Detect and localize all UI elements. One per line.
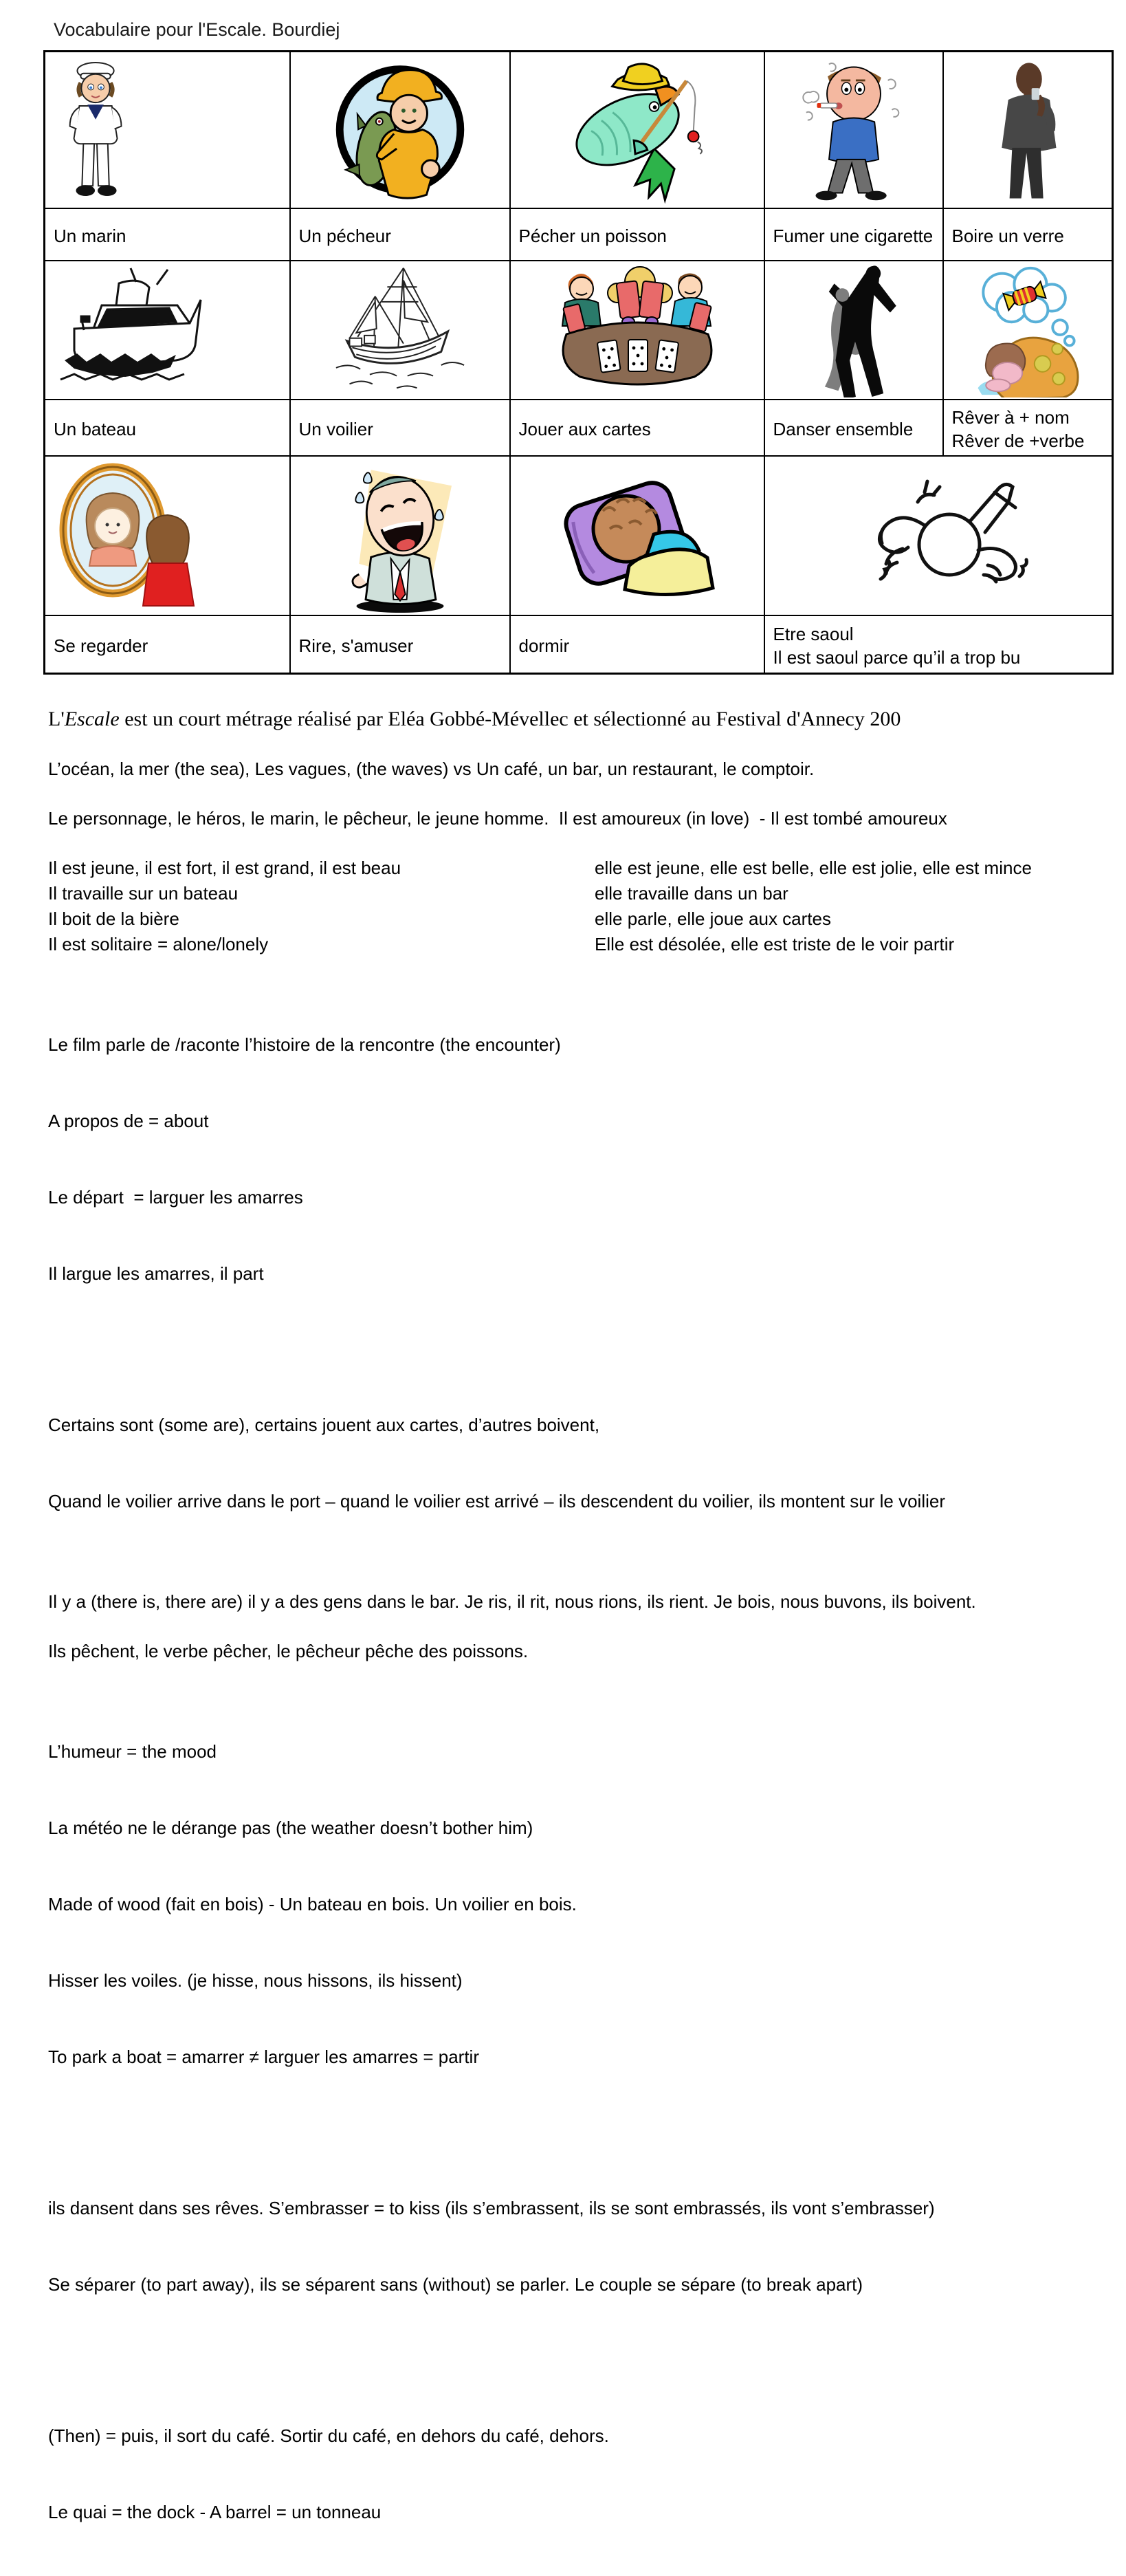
notes-section bbox=[48, 706, 1057, 2576]
tango-dancers-icon bbox=[802, 263, 905, 397]
cell-fumer-une-cigarette-image bbox=[764, 52, 943, 209]
fisherman-icon bbox=[329, 54, 472, 206]
intro-prefix: L' bbox=[48, 707, 65, 730]
cell-rever-image bbox=[943, 261, 1113, 400]
compare-right-line: Elle est désolée, elle est triste de le voir partir bbox=[595, 933, 955, 954]
paragraph-humeur-line: Made of wood (fait en bois) - Un bateau en bois. Un voilier en bois. bbox=[48, 1893, 577, 1914]
caption-pecher-un-poisson: Pécher un poisson bbox=[510, 208, 764, 261]
paragraph-then-line: Le quai = the dock - A barrel = un tonneau bbox=[48, 2501, 382, 2522]
paragraph-certains-line: Certains sont (some are), certains jouent aux cartes, d’autres boivent, bbox=[48, 1414, 600, 1435]
dreaming-of-candy-icon bbox=[967, 263, 1088, 397]
caption-un-marin: Un marin bbox=[45, 208, 290, 261]
sailor-icon bbox=[54, 56, 142, 204]
table-caption-row bbox=[45, 615, 1113, 673]
caption-rever-line2: Rêver de +verbe bbox=[951, 430, 1085, 451]
paragraph-then-line: (Then) = puis, il sort du café. Sortir du café, en dehors du café, dehors. bbox=[48, 2425, 609, 2446]
table-row bbox=[45, 261, 1113, 400]
paragraph-ilya: Il y a (there is, there are) il y a des gens dans le bar. Je ris, il rit, nous rions, ils rient. Je bois, nous buvons, ils boivent. bbox=[48, 1591, 976, 1612]
cell-boire-un-verre-image bbox=[943, 52, 1113, 209]
paragraph-pechent: Ils pêchent, le verbe pêcher, le pêcheur pêche des poissons. bbox=[48, 1640, 529, 1661]
caption-rever bbox=[943, 400, 1113, 456]
paragraph-ocean: L’océan, la mer (the sea), Les vagues, (the waves) vs Un café, un bar, un restaurant, le comptoir. bbox=[48, 758, 815, 779]
cell-un-voilier-image bbox=[290, 261, 510, 400]
motorboat-icon bbox=[54, 264, 225, 396]
drinking-man-icon bbox=[982, 55, 1073, 205]
paragraph-film-line: A propos de = about bbox=[48, 1110, 209, 1131]
fish-with-rod-icon bbox=[553, 54, 722, 206]
compare-left-line: Il est solitaire = alone/lonely bbox=[48, 933, 269, 954]
cell-danser-ensemble-image bbox=[764, 261, 943, 400]
cell-un-pecheur-image bbox=[290, 52, 510, 209]
caption-etre-saoul bbox=[764, 615, 1113, 673]
children-playing-cards-icon bbox=[546, 263, 729, 397]
cell-pecher-un-poisson-image bbox=[510, 52, 764, 209]
paragraph-dansent bbox=[48, 2145, 1057, 2348]
caption-rever-line1: Rêver à + nom bbox=[951, 407, 1070, 428]
caption-un-pecheur: Un pécheur bbox=[290, 208, 510, 261]
caption-un-voilier: Un voilier bbox=[290, 400, 510, 456]
compare-left-line: Il boit de la bière bbox=[48, 908, 179, 929]
paragraph-film bbox=[48, 981, 1057, 1338]
paragraph-certains-line: Quand le voilier arrive dans le port – quand le voilier est arrivé – ils descendent du voilier, ils montent sur le voilier bbox=[48, 1490, 945, 1511]
paragraph-humeur-line: L’humeur = the mood bbox=[48, 1740, 217, 1762]
paragraph-film-line: Il largue les amarres, il part bbox=[48, 1263, 264, 1284]
caption-dormir: dormir bbox=[510, 615, 764, 673]
caption-etre-saoul-line1: Etre saoul bbox=[773, 623, 854, 644]
compare-left-line: Il est jeune, il est fort, il est grand, il est beau bbox=[48, 857, 401, 878]
caption-se-regarder: Se regarder bbox=[45, 615, 290, 673]
comparison-columns bbox=[48, 855, 1057, 957]
caption-rire-samuser: Rire, s'amuser bbox=[290, 615, 510, 673]
paragraph-then bbox=[48, 2372, 1057, 2576]
page-title: Vocabulaire pour l'Escale. Bourdiej bbox=[54, 19, 340, 40]
compare-left-line: Il travaille sur un bateau bbox=[48, 882, 239, 904]
caption-etre-saoul-line2: Il est saoul parce qu’il a trop bu bbox=[773, 646, 1021, 668]
paragraph-film-line: Le départ = larguer les amarres bbox=[48, 1186, 303, 1208]
paragraph-humeur-line: La météo ne le dérange pas (the weather doesn’t bother him) bbox=[48, 1817, 533, 1838]
table-row bbox=[45, 52, 1113, 209]
intro-rest: est un court métrage réalisé par Eléa Gobbé-Mévellec et sélectionné au Festival d'Annecy 200 bbox=[119, 707, 901, 730]
smoking-man-icon bbox=[790, 54, 918, 206]
cell-rire-image bbox=[290, 456, 510, 615]
intro-paragraph bbox=[48, 706, 1057, 732]
compare-right-line: elle travaille dans un bar bbox=[595, 882, 788, 904]
laughing-man-icon bbox=[327, 458, 473, 613]
cell-un-marin-image bbox=[45, 52, 290, 209]
cell-un-bateau-image bbox=[45, 261, 290, 400]
sleeping-child-icon bbox=[552, 466, 722, 606]
mirror-icon bbox=[54, 461, 208, 610]
drunk-man-sketch-icon bbox=[815, 462, 1062, 609]
cell-se-regarder-image bbox=[45, 456, 290, 615]
vocabulary-table bbox=[43, 50, 1114, 675]
film-title: Escale bbox=[64, 707, 120, 730]
paragraph-dansent-line: ils dansent dans ses rêves. S’embrasser = to kiss (ils s’embrassent, ils se sont embrassés, ils vont s’embrasser) bbox=[48, 2197, 935, 2218]
paragraph-certains bbox=[48, 1362, 1057, 1565]
caption-danser-ensemble: Danser ensemble bbox=[764, 400, 943, 456]
sailing-ship-icon bbox=[322, 263, 478, 397]
paragraph-humeur-line: To park a boat = amarrer ≠ larguer les amarres = partir bbox=[48, 2046, 479, 2067]
cell-jouer-aux-cartes-image bbox=[510, 261, 764, 400]
caption-boire-un-verre: Boire un verre bbox=[943, 208, 1113, 261]
paragraph-personnage: Le personnage, le héros, le marin, le pêcheur, le jeune homme. Il est amoureux (in love) - Il est tombé amoureux bbox=[48, 807, 947, 829]
paragraph-dansent-line: Se séparer (to part away), ils se séparent sans (without) se parler. Le couple se sépare (to break apart) bbox=[48, 2273, 863, 2295]
caption-jouer-aux-cartes: Jouer aux cartes bbox=[510, 400, 764, 456]
table-caption-row bbox=[45, 400, 1113, 456]
paragraph-humeur-line: Hisser les voiles. (je hisse, nous hissons, ils hissent) bbox=[48, 1969, 463, 1991]
cell-etre-saoul-image bbox=[764, 456, 1113, 615]
table-caption-row bbox=[45, 208, 1113, 261]
caption-un-bateau: Un bateau bbox=[45, 400, 290, 456]
caption-fumer-une-cigarette: Fumer une cigarette bbox=[764, 208, 943, 261]
paragraph-film-line: Le film parle de /raconte l’histoire de la rencontre (the encounter) bbox=[48, 1034, 561, 1055]
cell-dormir-image bbox=[510, 456, 764, 615]
table-row bbox=[45, 456, 1113, 615]
paragraph-humeur bbox=[48, 1688, 1057, 2121]
compare-right-line: elle est jeune, elle est belle, elle est jolie, elle est mince bbox=[595, 857, 1032, 878]
compare-right-line: elle parle, elle joue aux cartes bbox=[595, 908, 831, 929]
